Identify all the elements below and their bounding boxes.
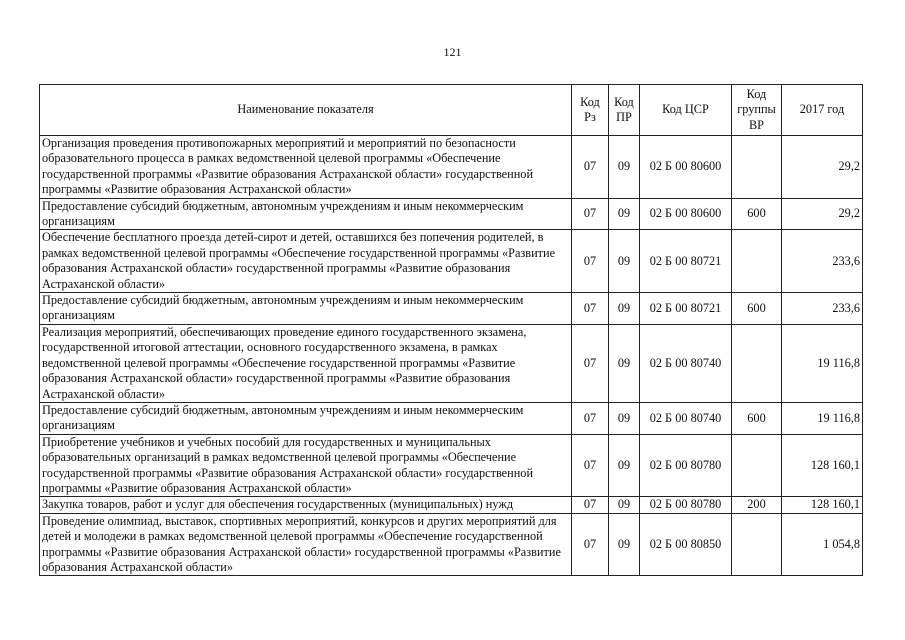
row-pr: 09 bbox=[609, 434, 640, 497]
row-amount: 128 160,1 bbox=[782, 434, 863, 497]
row-rz: 07 bbox=[572, 513, 609, 576]
row-name: Организация проведения противопожарных мероприятий и мероприятий по безопасности образовательного процесса в рамках ведомственной целевой программы «Обеспечение государственной программы «Развитие образования Астраханской области» государственной программы «Развитие образования Астраханской области» bbox=[40, 136, 572, 199]
row-vr: 600 bbox=[732, 198, 782, 230]
header-rz: Код Рз bbox=[572, 85, 609, 136]
row-name: Закупка товаров, работ и услуг для обеспечения государственных (муниципальных) нужд bbox=[40, 497, 572, 513]
row-csr: 02 Б 00 80850 bbox=[640, 513, 732, 576]
row-amount: 233,6 bbox=[782, 230, 863, 293]
row-pr: 09 bbox=[609, 324, 640, 402]
row-pr: 09 bbox=[609, 497, 640, 513]
row-rz: 07 bbox=[572, 434, 609, 497]
row-vr: 600 bbox=[732, 402, 782, 434]
table-row bbox=[40, 434, 863, 497]
row-pr: 09 bbox=[609, 136, 640, 199]
row-amount: 29,2 bbox=[782, 136, 863, 199]
row-amount: 19 116,8 bbox=[782, 324, 863, 402]
row-rz: 07 bbox=[572, 402, 609, 434]
row-vr bbox=[732, 434, 782, 497]
header-name: Наименование показателя bbox=[40, 85, 572, 136]
row-rz: 07 bbox=[572, 324, 609, 402]
row-pr: 09 bbox=[609, 513, 640, 576]
page-number: 121 bbox=[443, 45, 462, 59]
table-header-row bbox=[40, 85, 863, 136]
row-name: Предоставление субсидий бюджетным, автономным учреждениям и иным некоммерческим организациям bbox=[40, 402, 572, 434]
row-amount: 233,6 bbox=[782, 293, 863, 325]
header-pr: Код ПР bbox=[609, 85, 640, 136]
row-vr: 600 bbox=[732, 293, 782, 325]
row-amount: 128 160,1 bbox=[782, 497, 863, 513]
table-row bbox=[40, 293, 863, 325]
row-pr: 09 bbox=[609, 198, 640, 230]
row-rz: 07 bbox=[572, 497, 609, 513]
table-row bbox=[40, 198, 863, 230]
row-csr: 02 Б 00 80721 bbox=[640, 293, 732, 325]
row-csr: 02 Б 00 80721 bbox=[640, 230, 732, 293]
row-vr bbox=[732, 230, 782, 293]
table-row bbox=[40, 513, 863, 576]
row-rz: 07 bbox=[572, 136, 609, 199]
row-name: Приобретение учебников и учебных пособий для государственных и муниципальных образовательных организаций в рамках ведомственной целевой программы «Обеспечение государственной программы «Развитие образования Астраханской области» государственной программы «Развитие образования Астраханской области» bbox=[40, 434, 572, 497]
row-vr bbox=[732, 513, 782, 576]
row-name: Проведение олимпиад, выставок, спортивных мероприятий, конкурсов и других мероприятий для детей и молодежи в рамках ведомственной целевой программы «Обеспечение государственной программы «Развитие образования Астраханской области» государственной программы «Развитие образования Астраханской области» bbox=[40, 513, 572, 576]
header-year: 2017 год bbox=[782, 85, 863, 136]
row-csr: 02 Б 00 80600 bbox=[640, 136, 732, 199]
row-name: Обеспечение бесплатного проезда детей-сирот и детей, оставшихся без попечения родителей, в рамках ведомственной целевой программы «Обеспечение государственной программы «Развитие образования Астраханской области» государственной программы «Развитие образования Астраханской области» bbox=[40, 230, 572, 293]
row-vr bbox=[732, 136, 782, 199]
table-row bbox=[40, 402, 863, 434]
table-row bbox=[40, 136, 863, 199]
row-csr: 02 Б 00 80780 bbox=[640, 497, 732, 513]
row-name: Предоставление субсидий бюджетным, автономным учреждениям и иным некоммерческим организациям bbox=[40, 198, 572, 230]
row-rz: 07 bbox=[572, 198, 609, 230]
row-amount: 29,2 bbox=[782, 198, 863, 230]
row-vr bbox=[732, 324, 782, 402]
row-amount: 19 116,8 bbox=[782, 402, 863, 434]
row-csr: 02 Б 00 80600 bbox=[640, 198, 732, 230]
row-vr: 200 bbox=[732, 497, 782, 513]
row-name: Предоставление субсидий бюджетным, автономным учреждениям и иным некоммерческим организациям bbox=[40, 293, 572, 325]
row-name: Реализация мероприятий, обеспечивающих проведение единого государственного экзамена, государственной итоговой аттестации, основного государственного экзамена, в рамках ведомственной целевой программы «Обеспечение государственной программы «Развитие образования Астраханской области» государственной программы «Развитие образования Астраханской области» bbox=[40, 324, 572, 402]
row-rz: 07 bbox=[572, 230, 609, 293]
row-rz: 07 bbox=[572, 293, 609, 325]
header-csr: Код ЦСР bbox=[640, 85, 732, 136]
row-csr: 02 Б 00 80780 bbox=[640, 434, 732, 497]
table-row bbox=[40, 324, 863, 402]
table-row bbox=[40, 230, 863, 293]
row-amount: 1 054,8 bbox=[782, 513, 863, 576]
budget-table bbox=[39, 84, 863, 576]
row-pr: 09 bbox=[609, 402, 640, 434]
header-vr: Код группы ВР bbox=[732, 85, 782, 136]
row-csr: 02 Б 00 80740 bbox=[640, 402, 732, 434]
row-pr: 09 bbox=[609, 230, 640, 293]
table-row bbox=[40, 497, 863, 513]
row-csr: 02 Б 00 80740 bbox=[640, 324, 732, 402]
row-pr: 09 bbox=[609, 293, 640, 325]
